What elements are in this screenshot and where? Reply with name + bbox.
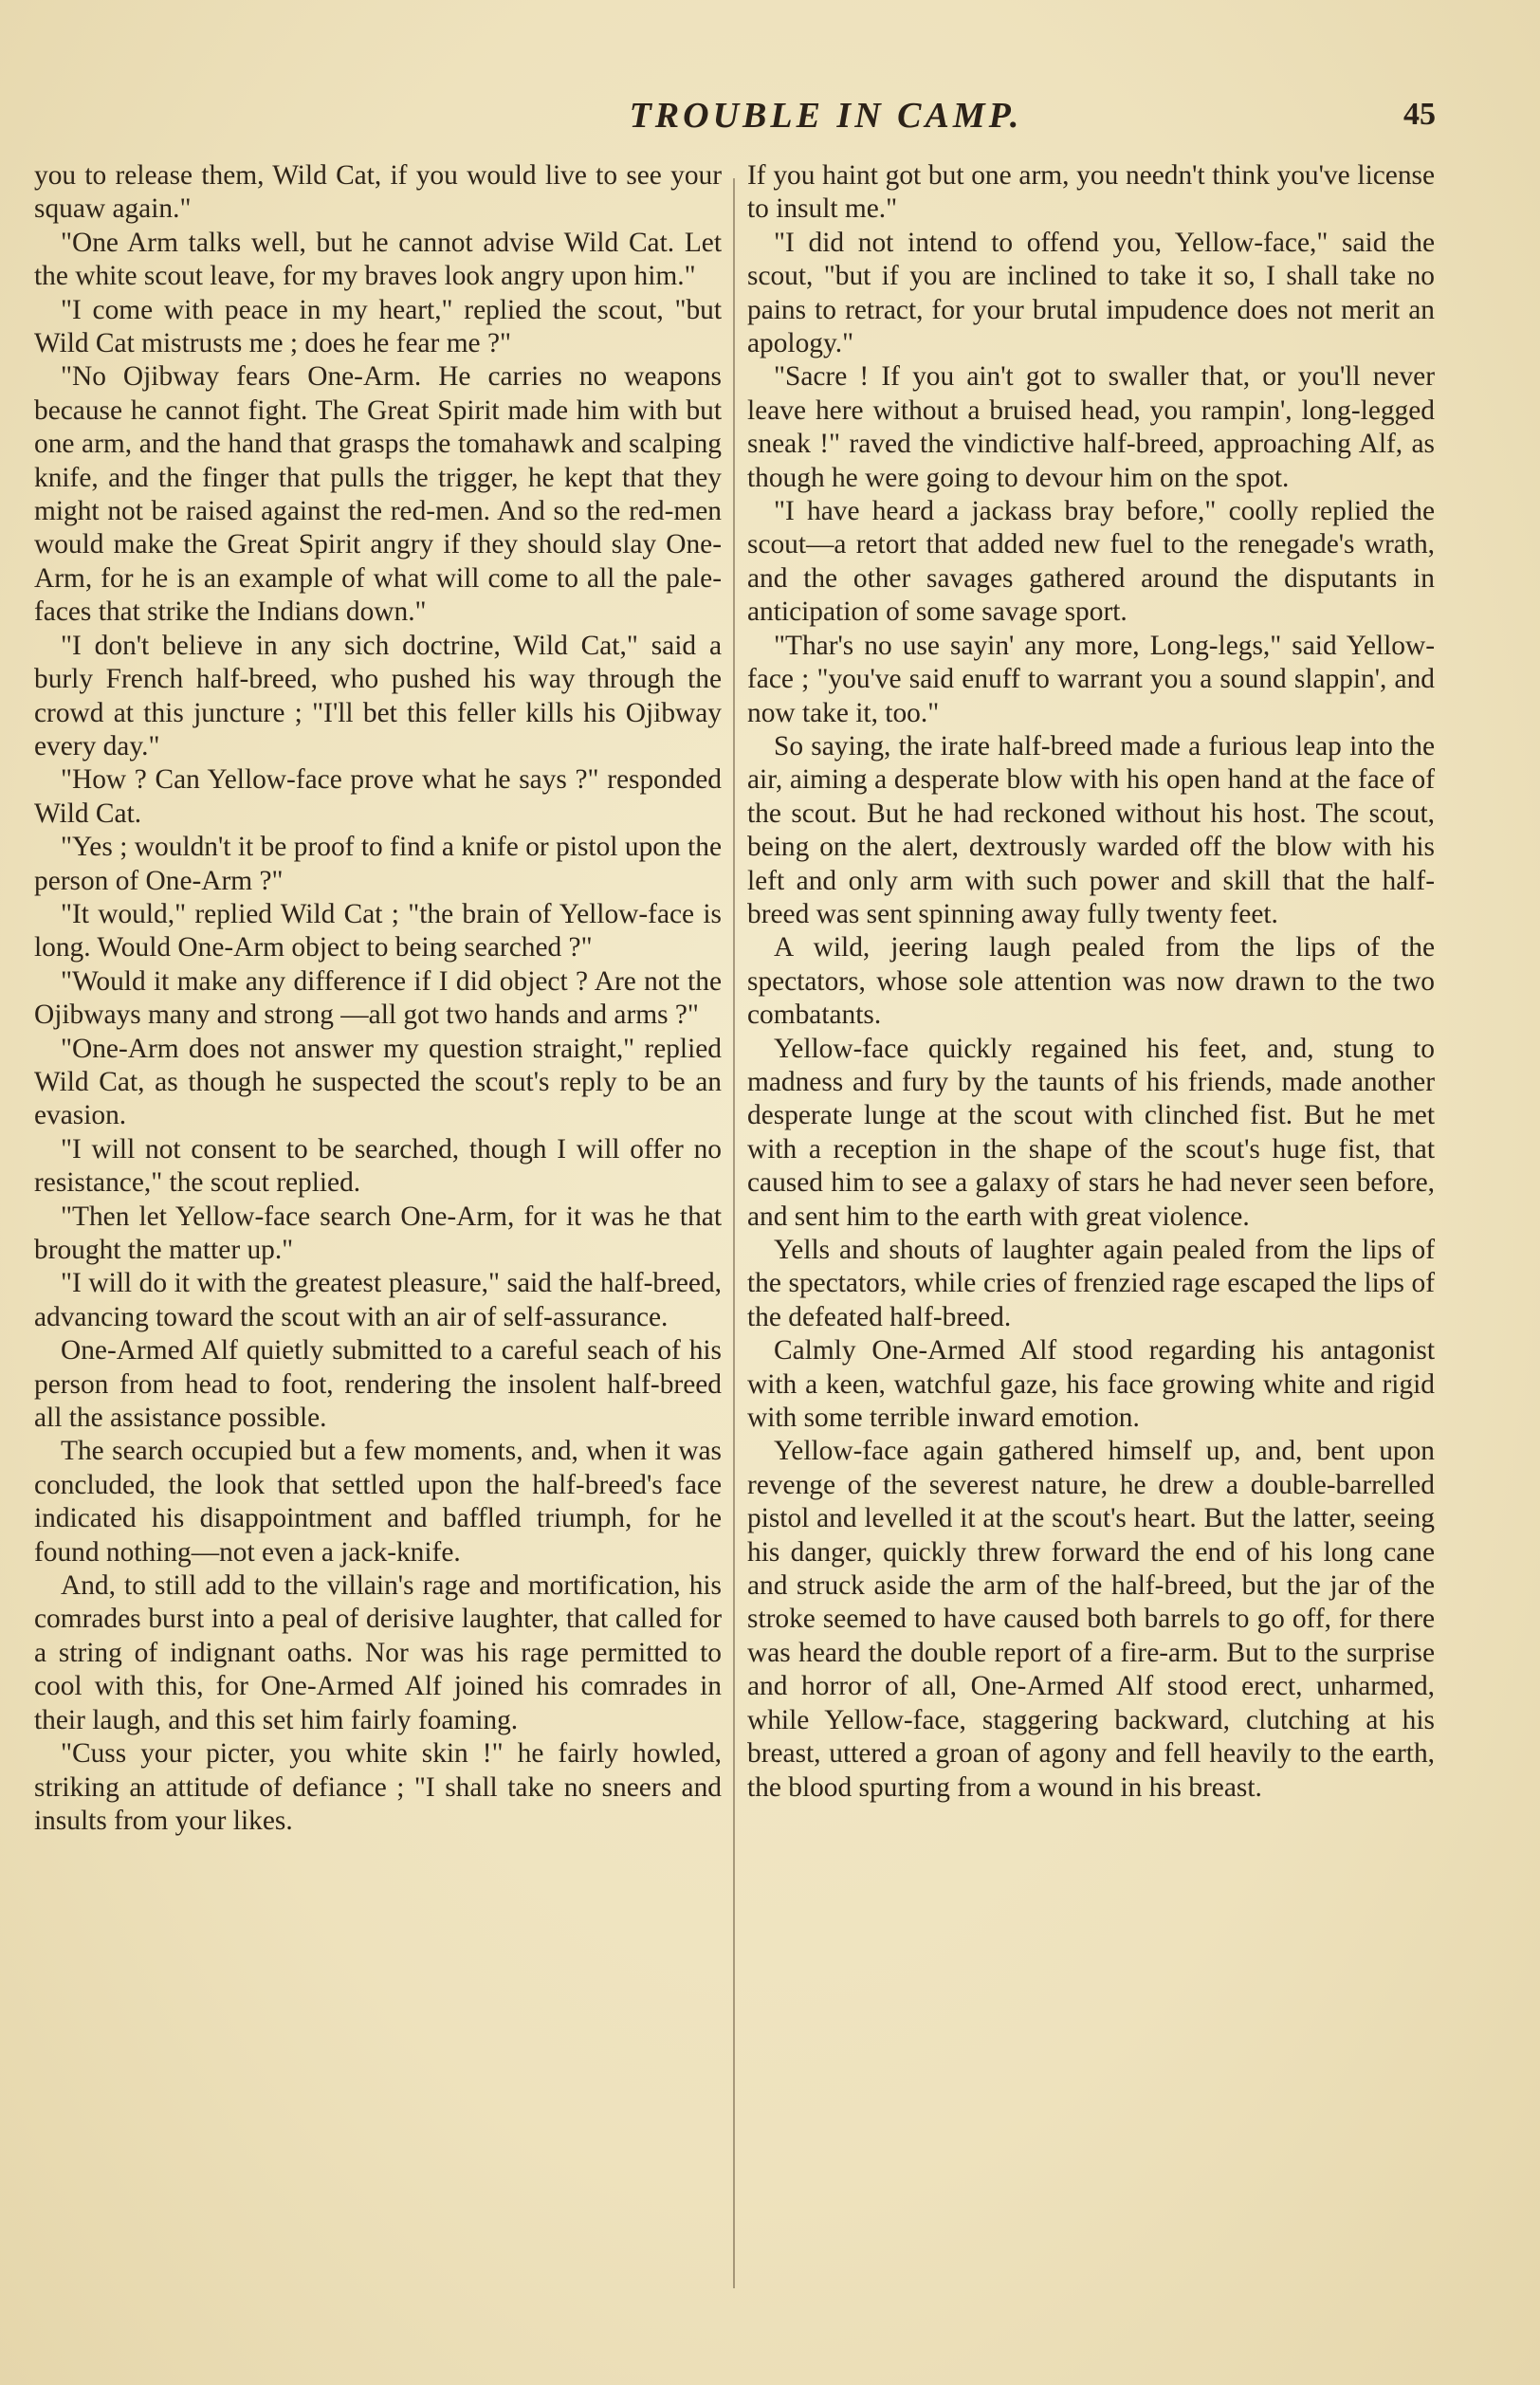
- paragraph: "I have heard a jackass bray before," coolly replied the scout—a retort that added new fuel to the renegade's wrath, and the other savages gathered around the disputants in anticipation of some savage sport.: [747, 496, 1435, 628]
- paragraph: "I come with peace in my heart," replied the scout, "but Wild Cat mistrusts me ; does he fear me ?": [34, 294, 722, 359]
- paragraph: "Sacre ! If you ain't got to swaller that, or you'll never leave here without a bruised head, you rampin', long-legged sneak !" raved the vindictive half-breed, approaching Alf, as though he were going to devour him on the spot.: [747, 361, 1435, 493]
- left-column: [34, 159, 722, 1838]
- page-header: [36, 95, 1436, 152]
- running-head-title: TROUBLE IN CAMP.: [629, 96, 1023, 136]
- paragraph: "I don't believe in any sich doctrine, Wild Cat," said a burly French half-breed, who pushed his way through the crowd at this juncture ; "I'll bet this feller kills his Ojibway every day.": [34, 630, 722, 761]
- paragraph: "No Ojibway fears One-Arm. He carries no weapons because he cannot fight. The Great Spirit made him with but one arm, and the hand that grasps the tomahawk and scalping knife, and the finger that pulls the trigger, he kept that they might not be raised against the red-men. And so the red-men would make the Great Spirit angry if they should slay One-Arm, for he is an example of what will come to all the pale-faces that strike the Indians down.": [34, 361, 722, 628]
- paragraph: you to release them, Wild Cat, if you would live to see your squaw again.": [34, 160, 722, 225]
- paragraph: Yellow-face again gathered himself up, and, bent upon revenge of the severest nature, he drew a double-barrelled pistol and levelled it at the scout's heart. But the latter, seeing his danger, quickly threw forward the end of his long cane and struck aside the arm of the half-breed, but the jar of the stroke seemed to have caused both barrels to go off, for there was heard the double report of a fire-arm. But to the surprise and horror of all, One-Armed Alf stood erect, unharmed, while Yellow-face, staggering backward, clutching at his breast, uttered a groan of agony and fell heavily to the earth, the blood spurting from a wound in his breast.: [747, 1436, 1435, 1803]
- paragraph: "Would it make any difference if I did object ? Are not the Ojibways many and strong —all got two hands and arms ?": [34, 965, 722, 1031]
- paragraph: "Yes ; wouldn't it be proof to find a knife or pistol upon the person of One-Arm ?": [34, 832, 722, 896]
- paragraph: "How ? Can Yellow-face prove what he says ?" responded Wild Cat.: [34, 764, 722, 829]
- paragraph: "Thar's no use sayin' any more, Long-legs," said Yellow-face ; "you've said enuff to warrant you a sound slappin', and now take it, too.": [747, 630, 1435, 728]
- column-divider: [733, 178, 735, 2288]
- paragraph: One-Armed Alf quietly submitted to a careful seach of his person from head to foot, rendering the insolent half-breed all the assistance possible.: [34, 1335, 722, 1434]
- paragraph: "I will not consent to be searched, though I will offer no resistance," the scout replied.: [34, 1133, 722, 1199]
- paragraph: Calmly One-Armed Alf stood regarding his antagonist with a keen, watchful gaze, his face growing white and rigid with some terrible inward emotion.: [747, 1335, 1435, 1434]
- paragraph: Yells and shouts of laughter again pealed from the lips of the spectators, while cries of frenzied rage escaped the lips of the defeated half-breed.: [747, 1235, 1435, 1332]
- paragraph: "It would," replied Wild Cat ; "the brain of Yellow-face is long. Would One-Arm object to being searched ?": [34, 898, 722, 963]
- paragraph: "I did not intend to offend you, Yellow-face," said the scout, "but if you are inclined to take it so, I shall take no pains to retract, for your brutal impudence does not merit an apology.": [747, 227, 1435, 359]
- paragraph: If you haint got but one arm, you needn't think you've license to insult me.": [747, 160, 1435, 225]
- right-column: [747, 159, 1435, 1805]
- paragraph: "One Arm talks well, but he cannot advise Wild Cat. Let the white scout leave, for my braves look angry upon him.": [34, 227, 722, 292]
- paragraph: A wild, jeering laugh pealed from the lips of the spectators, whose sole attention was now drawn to the two combatants.: [747, 932, 1435, 1031]
- paragraph: "Then let Yellow-face search One-Arm, for it was he that brought the matter up.": [34, 1201, 722, 1265]
- paragraph: The search occupied but a few moments, and, when it was concluded, the look that settled upon the half-breed's face indicated his disappointment and baffled triumph, for he found nothing—not even a jack-knife.: [34, 1436, 722, 1568]
- paragraph: "One-Arm does not answer my question straight," replied Wild Cat, as though he suspected the scout's reply to be an evasion.: [34, 1033, 722, 1131]
- paragraph: Yellow-face quickly regained his feet, and, stung to madness and fury by the taunts of his friends, made another desperate lunge at the scout with clinched fist. But he met with a reception in the shape of the scout's huge fist, that caused him to see a galaxy of stars he had never seen before, and sent him to the earth with great violence.: [747, 1033, 1435, 1232]
- paragraph: "Cuss your picter, you white skin !" he fairly howled, striking an attitude of defiance ; "I shall take no sneers and insults from your likes.: [34, 1738, 722, 1836]
- paragraph: So saying, the irate half-breed made a furious leap into the air, aiming a desperate blow with his open hand at the face of the scout. But he had reckoned without his host. The scout, being on the alert, dextrously warded off the blow with his left and only arm with such power and skill that the half-breed was sent spinning away fully twenty feet.: [747, 730, 1435, 929]
- paragraph: "I will do it with the greatest pleasure," said the half-breed, advancing toward the scout with an air of self-assurance.: [34, 1268, 722, 1332]
- paragraph: And, to still add to the villain's rage and mortification, his comrades burst into a peal of derisive laughter, that called for a string of indignant oaths. Nor was his rage permitted to cool with this, for One-Armed Alf joined his comrades in their laugh, and this set him fairly foaming.: [34, 1570, 722, 1735]
- text-columns: [34, 159, 1438, 2293]
- page-number: 45: [1403, 97, 1436, 132]
